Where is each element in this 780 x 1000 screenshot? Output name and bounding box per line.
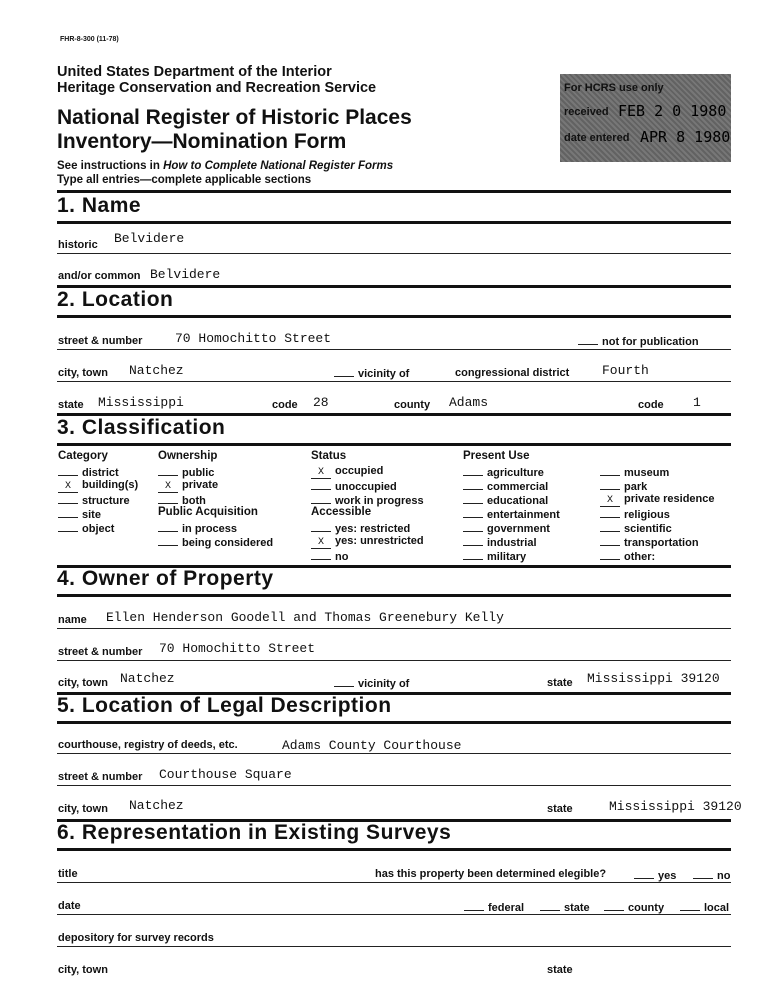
service-name: Heritage Conservation and Recreation Service — [57, 80, 377, 96]
section-3-heading: 3. Classification — [57, 416, 226, 439]
congressional-district-value[interactable]: Fourth — [602, 363, 649, 378]
congressional-district-label: congressional district — [455, 367, 570, 379]
checkbox-option[interactable] — [158, 465, 214, 479]
checkbox-option[interactable] — [311, 535, 424, 549]
legal-city-value[interactable]: Natchez — [129, 798, 184, 813]
field-line — [57, 381, 731, 382]
federal-checkbox[interactable] — [464, 900, 484, 911]
checkbox-mark[interactable]: X — [600, 496, 620, 507]
stamp-entered-date: APR 8 1980 — [640, 128, 731, 146]
checkbox-mark[interactable] — [463, 535, 483, 546]
checkbox-mark[interactable] — [463, 521, 483, 532]
checkbox-label: object — [82, 523, 115, 535]
status-header: Status — [311, 450, 347, 462]
instructions-reference: How to Complete National Register Forms — [163, 160, 394, 172]
checkbox-label: museum — [624, 467, 670, 479]
state-survey-checkbox[interactable] — [540, 900, 560, 911]
state-survey-label: state — [564, 902, 590, 914]
checkbox-option[interactable] — [58, 521, 114, 535]
checkbox-label: building(s) — [82, 479, 139, 491]
county-survey-label: county — [628, 902, 665, 914]
field-line — [57, 946, 731, 947]
ownership-header: Ownership — [158, 450, 218, 462]
checkbox-label: educational — [487, 495, 549, 507]
section-rule — [57, 721, 731, 724]
checkbox-option[interactable] — [311, 479, 397, 493]
checkbox-option[interactable] — [600, 479, 647, 493]
state-code-value[interactable]: 28 — [313, 395, 329, 410]
county-label: county — [394, 399, 431, 411]
checkbox-option[interactable] — [311, 549, 348, 563]
eligible-yes-checkbox[interactable] — [634, 868, 654, 879]
checkbox-mark[interactable] — [463, 479, 483, 490]
county-code-value[interactable]: 1 — [693, 395, 701, 410]
section-rule — [57, 315, 731, 318]
checkbox-label: public — [182, 467, 215, 479]
checkbox-option[interactable] — [463, 465, 544, 479]
checkbox-label: military — [487, 551, 527, 563]
checkbox-option[interactable] — [600, 521, 672, 535]
checkbox-label: no — [335, 551, 349, 563]
checkbox-mark[interactable] — [158, 493, 178, 504]
checkbox-option[interactable] — [311, 465, 383, 479]
checkbox-mark[interactable]: X — [311, 538, 331, 549]
section-6-heading: 6. Representation in Existing Surveys — [57, 821, 452, 844]
checkbox-option[interactable] — [600, 549, 655, 563]
checkbox-mark[interactable] — [58, 493, 78, 504]
county-code-label: code — [638, 399, 664, 411]
field-line — [57, 660, 731, 661]
checkbox-label: district — [82, 467, 119, 479]
checkbox-label: structure — [82, 495, 130, 507]
eligible-question: has this property been determined elegible? — [375, 868, 607, 880]
owner-city-value[interactable]: Natchez — [120, 671, 175, 686]
checkbox-mark[interactable] — [600, 465, 620, 476]
form-title-line2: Inventory—Nomination Form — [57, 130, 347, 153]
checkbox-option[interactable] — [158, 535, 273, 549]
legal-state-value[interactable]: Mississippi 39120 — [609, 799, 742, 814]
field-line — [57, 753, 731, 754]
checkbox-label: in process — [182, 523, 238, 535]
checkbox-label: occupied — [335, 465, 384, 477]
checkbox-option[interactable] — [600, 535, 699, 549]
section-rule — [57, 594, 731, 597]
federal-label: federal — [488, 902, 525, 914]
checkbox-label: entertainment — [487, 509, 560, 521]
city-town-label: city, town — [58, 367, 108, 379]
checkbox-option[interactable] — [463, 479, 548, 493]
common-name-value[interactable]: Belvidere — [150, 267, 221, 282]
checkbox-mark[interactable] — [600, 549, 620, 560]
present-use-header: Present Use — [463, 450, 530, 462]
checkbox-label: private — [182, 479, 219, 491]
courthouse-label: courthouse, registry of deeds, etc. — [58, 739, 238, 751]
checkbox-mark[interactable] — [463, 549, 483, 560]
instructions-line1 — [57, 159, 393, 173]
form-id: FHR-8-300 (11-78) — [60, 36, 119, 43]
eligible-yes-label: yes — [658, 870, 677, 882]
survey-city-label: city, town — [58, 964, 108, 976]
checkbox-mark[interactable]: X — [58, 482, 78, 493]
checkbox-label: scientific — [624, 523, 672, 535]
historic-name-value[interactable]: Belvidere — [114, 231, 185, 246]
checkbox-option[interactable] — [311, 493, 424, 507]
checkbox-option[interactable] — [58, 493, 130, 507]
owner-vicinity-label: vicinity of — [358, 678, 410, 690]
survey-state-label: state — [547, 964, 573, 976]
checkbox-mark[interactable] — [311, 493, 331, 504]
section-2-heading: 2. Location — [57, 288, 174, 311]
not-for-publication-checkbox[interactable] — [578, 334, 598, 345]
owner-name-label: name — [58, 614, 87, 626]
checkbox-label: private residence — [624, 493, 715, 505]
survey-date-label: date — [58, 900, 81, 912]
checkbox-mark[interactable] — [58, 521, 78, 532]
owner-street-label: street & number — [58, 646, 143, 658]
field-line — [57, 882, 731, 883]
local-option[interactable] — [680, 900, 729, 914]
location-city-value[interactable]: Natchez — [129, 363, 184, 378]
legal-street-value[interactable]: Courthouse Square — [159, 767, 292, 782]
section-rule — [57, 221, 731, 224]
local-label: local — [704, 902, 730, 914]
checkbox-option[interactable] — [463, 535, 537, 549]
legal-street-label: street & number — [58, 771, 143, 783]
stamp-received-date: FEB 2 0 1980 — [618, 102, 727, 120]
checkbox-option[interactable] — [58, 479, 138, 493]
eligible-no-checkbox[interactable] — [693, 868, 713, 879]
section-1-heading: 1. Name — [57, 194, 142, 217]
checkbox-mark[interactable] — [58, 465, 78, 476]
eligible-yes-option[interactable] — [634, 868, 676, 882]
stamp-entered-label: date entered — [564, 132, 630, 144]
legal-state-label: state — [547, 803, 573, 815]
not-for-publication-option[interactable] — [578, 334, 699, 348]
owner-vicinity-option[interactable] — [334, 676, 409, 690]
checkbox-option[interactable] — [463, 507, 560, 521]
checkbox-label: industrial — [487, 537, 537, 549]
checkbox-label: commercial — [487, 481, 549, 493]
checkbox-mark[interactable] — [463, 507, 483, 518]
owner-street-value[interactable]: 70 Homochitto Street — [159, 641, 316, 656]
owner-state-label: state — [547, 677, 573, 689]
state-label: state — [58, 399, 84, 411]
checkbox-mark[interactable] — [58, 507, 78, 518]
location-street-value[interactable]: 70 Homochitto Street — [175, 331, 332, 346]
field-line — [57, 349, 731, 350]
section-rule — [57, 443, 731, 446]
checkbox-mark[interactable]: X — [311, 468, 331, 479]
checkbox-option[interactable] — [600, 507, 670, 521]
public-acquisition-header: Public Acquisition — [158, 506, 258, 518]
instructions-line2: Type all entries—complete applicable sections — [57, 174, 312, 186]
section-rule — [57, 190, 731, 193]
category-header: Category — [58, 450, 108, 462]
common-name-label: and/or common — [58, 270, 141, 282]
checkbox-mark[interactable] — [158, 535, 178, 546]
department-name: United States Department of the Interior — [57, 64, 332, 80]
field-line — [57, 628, 731, 629]
checkbox-mark[interactable] — [600, 507, 620, 518]
courthouse-value[interactable]: Adams County Courthouse — [282, 738, 462, 753]
checkbox-mark[interactable]: X — [158, 482, 178, 493]
stamp-received-label: received — [564, 106, 609, 118]
checkbox-mark[interactable] — [463, 465, 483, 476]
legal-city-label: city, town — [58, 803, 108, 815]
section-rule — [57, 848, 731, 851]
checkbox-label: yes: unrestricted — [335, 535, 424, 547]
checkbox-option[interactable] — [463, 521, 550, 535]
federal-option[interactable] — [464, 900, 524, 914]
survey-title-label: title — [58, 868, 78, 880]
owner-city-label: city, town — [58, 677, 108, 689]
checkbox-label: site — [82, 509, 101, 521]
stamp-for-hcrs: For HCRS use only — [564, 82, 664, 94]
checkbox-mark[interactable] — [600, 521, 620, 532]
checkbox-label: other: — [624, 551, 656, 563]
state-survey-option[interactable] — [540, 900, 590, 914]
checkbox-option[interactable] — [600, 493, 715, 507]
checkbox-label: yes: restricted — [335, 523, 411, 535]
local-checkbox[interactable] — [680, 900, 700, 911]
state-code-label: code — [272, 399, 298, 411]
vicinity-checkbox[interactable] — [334, 366, 354, 377]
checkbox-mark[interactable] — [158, 465, 178, 476]
eligible-no-option[interactable] — [693, 868, 730, 882]
checkbox-label: government — [487, 523, 550, 535]
checkbox-option[interactable] — [311, 521, 410, 535]
vicinity-label: vicinity of — [358, 368, 410, 380]
checkbox-mark[interactable] — [311, 521, 331, 532]
checkbox-mark[interactable] — [463, 493, 483, 504]
field-line — [57, 253, 731, 254]
section-5-heading: 5. Location of Legal Description — [57, 694, 392, 717]
checkbox-option[interactable] — [463, 549, 526, 563]
checkbox-mark[interactable] — [600, 535, 620, 546]
checkbox-label: religious — [624, 509, 670, 521]
historic-label: historic — [58, 239, 98, 251]
eligible-no-label: no — [717, 870, 731, 882]
checkbox-option[interactable] — [158, 479, 218, 493]
street-number-label: street & number — [58, 335, 143, 347]
hcrs-use-only-stamp — [560, 74, 731, 162]
checkbox-label: transportation — [624, 537, 699, 549]
checkbox-option[interactable] — [463, 493, 548, 507]
checkbox-option[interactable] — [158, 493, 206, 507]
county-value[interactable]: Adams — [449, 395, 489, 410]
checkbox-label: being considered — [182, 537, 274, 549]
checkbox-option[interactable] — [600, 465, 669, 479]
owner-name-value[interactable]: Ellen Henderson Goodell and Thomas Greenebury Kelly — [106, 610, 504, 625]
checkbox-label: both — [182, 495, 206, 507]
field-line — [57, 914, 731, 915]
checkbox-mark[interactable] — [311, 549, 331, 560]
county-option[interactable] — [604, 900, 664, 914]
county-checkbox[interactable] — [604, 900, 624, 911]
checkbox-option[interactable] — [58, 507, 101, 521]
checkbox-mark[interactable] — [311, 479, 331, 490]
checkbox-option[interactable] — [58, 465, 119, 479]
section-4-heading: 4. Owner of Property — [57, 567, 274, 590]
vicinity-option[interactable] — [334, 366, 409, 380]
owner-state-value[interactable]: Mississippi 39120 — [587, 671, 720, 686]
checkbox-label: agriculture — [487, 467, 544, 479]
checkbox-label: work in progress — [335, 495, 424, 507]
checkbox-label: unoccupied — [335, 481, 397, 493]
owner-vicinity-checkbox[interactable] — [334, 676, 354, 687]
instructions-prefix: See instructions in — [57, 160, 164, 172]
accessible-header: Accessible — [311, 506, 372, 518]
location-state-value[interactable]: Mississippi — [98, 395, 184, 410]
field-line — [57, 785, 731, 786]
form-title-line1: National Register of Historic Places — [57, 106, 412, 129]
not-for-publication-label: not for publication — [602, 336, 699, 348]
checkbox-label: park — [624, 481, 648, 493]
checkbox-mark[interactable] — [158, 521, 178, 532]
checkbox-mark[interactable] — [600, 479, 620, 490]
checkbox-option[interactable] — [158, 521, 237, 535]
depository-label: depository for survey records — [58, 932, 214, 944]
